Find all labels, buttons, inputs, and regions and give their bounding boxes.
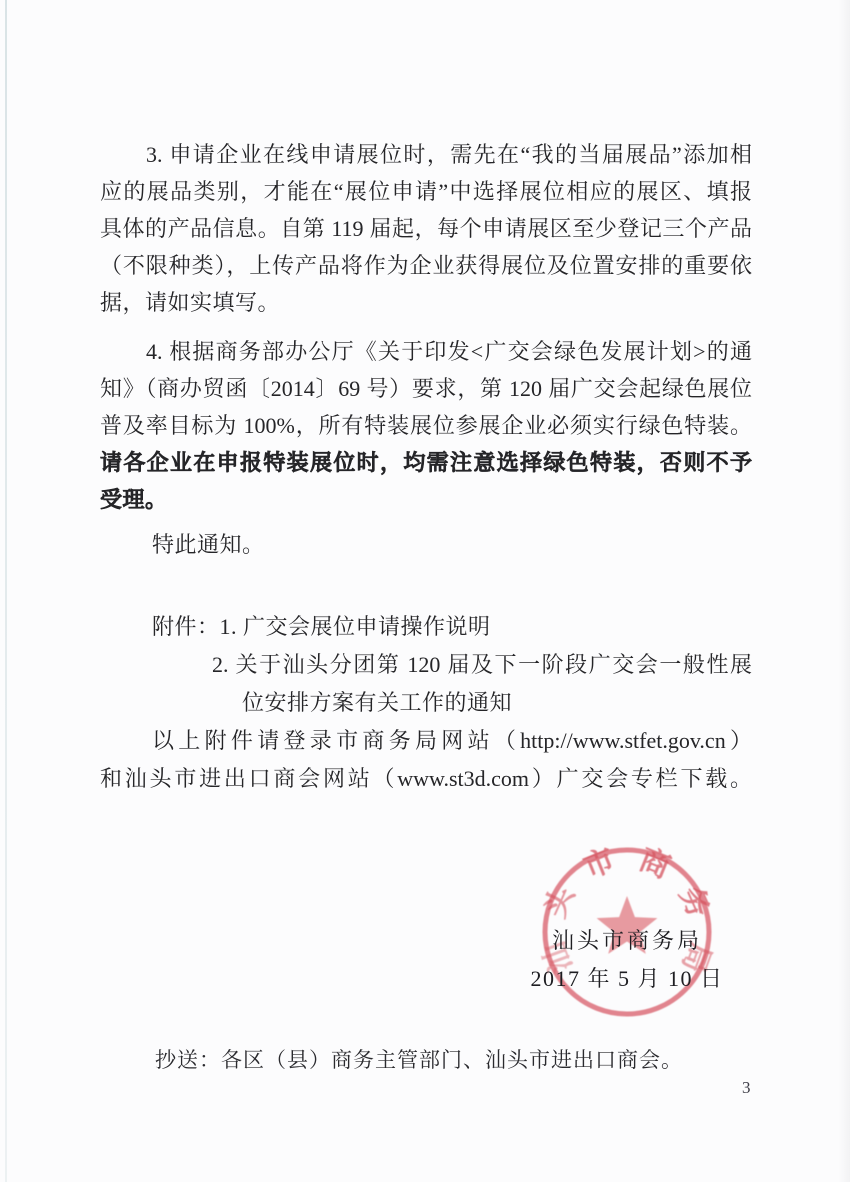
seal-rim-char: 务 <box>673 881 716 923</box>
scan-edge-artifact-left <box>5 0 7 1182</box>
seal-rim-char: 商 <box>634 842 675 885</box>
paragraph-3-line-5: 据，请如实填写。 <box>100 290 281 315</box>
cc-recipients-line: 抄送：各区（县）商务主管部门、汕头市进出口商会。 <box>155 1048 683 1072</box>
seal-rim-char: 局 <box>675 937 717 977</box>
attachments-section <box>100 608 752 798</box>
paragraph-3-line-2: 应的展品类别，才能在“展位申请”中选择展位相应的展区、填报 <box>100 179 752 204</box>
paragraph-4-line-1: 4. 根据商务部办公厅《关于印发<广交会绿色发展计划>的通 <box>146 339 752 364</box>
signature-agency: 汕头市商务局 <box>551 928 702 953</box>
seal-rim-char: 汕 <box>537 937 579 977</box>
attachment-line-1: 附件：1. 广交会展位申请操作说明 <box>152 614 491 639</box>
download-note-line-1: 以上附件请登录市商务局网站（http://www.stfet.gov.cn） <box>152 728 752 753</box>
notice-paragraph-3 <box>100 136 752 321</box>
paragraph-4-line-2: 知》（商办贸函〔2014〕69 号）要求，第 120 届广交会起绿色展位 <box>100 376 752 401</box>
download-note-line-2: 和汕头市进出口商会网站（www.st3d.com）广交会专栏下载。 <box>100 766 752 791</box>
notice-paragraph-4 <box>100 333 752 518</box>
attachment-line-2: 2. 关于汕头分团第 120 届及下一阶段广交会一般性展 <box>212 652 752 677</box>
paragraph-3-line-3: 具体的产品信息。自第 119 届起，每个申请展区至少登记三个产品 <box>100 216 752 241</box>
attachment-line-3: 位安排方案有关工作的通知 <box>242 690 513 715</box>
notice-closing <box>100 526 752 563</box>
seal-rim-char: 市 <box>579 842 620 885</box>
paragraph-4-bold-line-1: 请各企业在申报特装展位时，均需注意选择绿色特装，否则不予 <box>100 450 752 475</box>
closing-line: 特此通知。 <box>152 532 265 557</box>
seal-rim-char: 头 <box>538 881 581 923</box>
paragraph-3-line-4: （不限种类），上传产品将作为企业获得展位及位置安排的重要依 <box>100 253 752 278</box>
paragraph-4-line-3: 普及率目标为 100%，所有特装展位参展企业必须实行绿色特装。 <box>100 413 752 438</box>
signature-date: 2017 年 5 月 10 日 <box>530 966 724 991</box>
scan-edge-artifact-right <box>838 0 850 1182</box>
page-number: 3 <box>742 1078 751 1097</box>
paragraph-3-line-1: 3. 申请企业在线申请展位时，需先在“我的当届展品”添加相 <box>146 142 752 167</box>
paragraph-4-bold-line-2: 受理。 <box>100 487 168 512</box>
